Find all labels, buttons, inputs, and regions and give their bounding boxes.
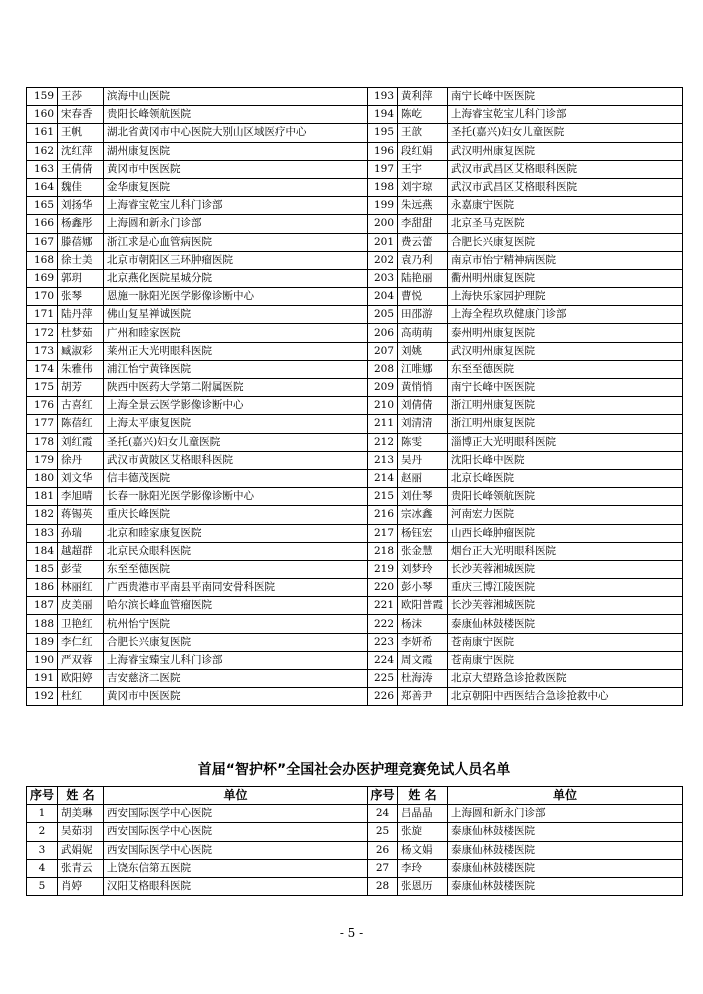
exempt-table-body [27, 805, 683, 896]
row-number: 198 [368, 178, 398, 196]
unit-name: 贵阳长峰领航医院 [104, 106, 368, 124]
unit-name: 苍南康宁医院 [448, 633, 683, 651]
person-name: 费云蕾 [398, 233, 448, 251]
unit-name: 泰康仙林鼓楼医院 [448, 877, 683, 895]
unit-name: 重庆长峰医院 [104, 506, 368, 524]
person-name: 陈蓓红 [58, 415, 104, 433]
unit-name: 陕西中医药大学第二附属医院 [104, 379, 368, 397]
unit-name: 恩施一脉阳光医学影像诊断中心 [104, 288, 368, 306]
unit-name: 莱州正大光明眼科医院 [104, 342, 368, 360]
row-number: 216 [368, 506, 398, 524]
table-row [27, 469, 683, 487]
person-name: 沈红萍 [58, 142, 104, 160]
unit-name: 浙江明州康复医院 [448, 397, 683, 415]
unit-name: 上海全程玖玖健康门诊部 [448, 306, 683, 324]
table-row [27, 269, 683, 287]
unit-name: 黄冈市中医医院 [104, 160, 368, 178]
person-name: 蒋锡英 [58, 506, 104, 524]
row-number: 179 [27, 451, 58, 469]
row-number: 184 [27, 542, 58, 560]
row-number: 28 [368, 877, 398, 895]
person-name: 肖婷 [58, 877, 104, 895]
row-number: 204 [368, 288, 398, 306]
row-number: 24 [368, 805, 398, 823]
unit-name: 泰康仙林鼓楼医院 [448, 823, 683, 841]
person-name: 田邵游 [398, 306, 448, 324]
unit-name: 泰康仙林鼓楼医院 [448, 615, 683, 633]
row-number: 219 [368, 560, 398, 578]
row-number: 220 [368, 579, 398, 597]
unit-name: 黄冈市中医医院 [104, 688, 368, 706]
header-no: 序号 [27, 787, 58, 805]
unit-name: 永嘉康宁医院 [448, 197, 683, 215]
unit-name: 河南宏力医院 [448, 506, 683, 524]
unit-name: 泰康仙林鼓楼医院 [448, 841, 683, 859]
row-number: 3 [27, 841, 58, 859]
table-row [27, 160, 683, 178]
unit-name: 贵阳长峰领航医院 [448, 488, 683, 506]
table-row [27, 124, 683, 142]
person-name: 张金慧 [398, 542, 448, 560]
table-row [27, 488, 683, 506]
person-name: 张琴 [58, 288, 104, 306]
unit-name: 北京燕化医院星城分院 [104, 269, 368, 287]
table-row [27, 841, 683, 859]
table-row [27, 597, 683, 615]
exempt-list-title: 首届“智护杯”全国社会办医护理竞赛免试人员名单 [197, 762, 511, 778]
person-name: 孙瑞 [58, 524, 104, 542]
unit-name: 长沙芙蓉湘城医院 [448, 560, 683, 578]
table-row [27, 88, 683, 106]
unit-name: 上饶东信第五医院 [104, 859, 368, 877]
row-number: 205 [368, 306, 398, 324]
person-name: 武娟妮 [58, 841, 104, 859]
table-row [27, 197, 683, 215]
person-name: 杨沫 [398, 615, 448, 633]
row-number: 183 [27, 524, 58, 542]
unit-name: 沈阳长峰中医院 [448, 451, 683, 469]
table-row [27, 306, 683, 324]
person-name: 朱雅伟 [58, 360, 104, 378]
row-number: 170 [27, 288, 58, 306]
row-number: 225 [368, 670, 398, 688]
row-number: 194 [368, 106, 398, 124]
row-number: 27 [368, 859, 398, 877]
table-row [27, 397, 683, 415]
person-name: 林丽红 [58, 579, 104, 597]
page-number: - 5 - [339, 926, 364, 940]
row-number: 189 [27, 633, 58, 651]
person-name: 杜红 [58, 688, 104, 706]
unit-name: 南宁长峰中医医院 [448, 379, 683, 397]
row-number: 217 [368, 524, 398, 542]
table-row [27, 805, 683, 823]
row-number: 169 [27, 269, 58, 287]
row-number: 180 [27, 469, 58, 487]
unit-name: 上海睿宝乾宝儿科门诊部 [104, 197, 368, 215]
unit-name: 上海睿宝乾宝儿科门诊部 [448, 106, 683, 124]
person-name: 王宇 [398, 160, 448, 178]
row-number: 221 [368, 597, 398, 615]
unit-name: 浙江明州康复医院 [448, 415, 683, 433]
header-name: 姓 名 [398, 787, 448, 805]
unit-name: 长春一脉阳光医学影像诊断中心 [104, 488, 368, 506]
person-name: 刘红霞 [58, 433, 104, 451]
person-name: 江唯娜 [398, 360, 448, 378]
table-row [27, 360, 683, 378]
table-row [27, 142, 683, 160]
row-number: 190 [27, 651, 58, 669]
person-name: 李旭晴 [58, 488, 104, 506]
row-number: 206 [368, 324, 398, 342]
exempt-table-header [27, 787, 683, 805]
table-row [27, 651, 683, 669]
unit-name: 金华康复医院 [104, 178, 368, 196]
person-name: 黄悄悄 [398, 379, 448, 397]
row-number: 212 [368, 433, 398, 451]
table-row [27, 288, 683, 306]
person-name: 段红娟 [398, 142, 448, 160]
row-number: 186 [27, 579, 58, 597]
person-name: 李甜甜 [398, 215, 448, 233]
unit-name: 武汉明州康复医院 [448, 142, 683, 160]
unit-name: 湖州康复医院 [104, 142, 368, 160]
unit-name: 佛山复星禅诚医院 [104, 306, 368, 324]
unit-name: 合肥长兴康复医院 [448, 233, 683, 251]
row-number: 211 [368, 415, 398, 433]
row-number: 196 [368, 142, 398, 160]
unit-name: 武汉明州康复医院 [448, 342, 683, 360]
person-name: 越超群 [58, 542, 104, 560]
unit-name: 上海睿宝臻宝儿科门诊部 [104, 651, 368, 669]
person-name: 皮美丽 [58, 597, 104, 615]
unit-name: 广西贵港市平南县平南同安骨科医院 [104, 579, 368, 597]
header-unit: 单位 [448, 787, 683, 805]
row-number: 197 [368, 160, 398, 178]
table-row [27, 215, 683, 233]
person-name: 吴丹 [398, 451, 448, 469]
unit-name: 烟台正大光明眼科医院 [448, 542, 683, 560]
row-number: 213 [368, 451, 398, 469]
row-number: 200 [368, 215, 398, 233]
person-name: 臧淑彩 [58, 342, 104, 360]
unit-name: 泰康仙林鼓楼医院 [448, 859, 683, 877]
table-row [27, 506, 683, 524]
unit-name: 武汉市武昌区艾格眼科医院 [448, 178, 683, 196]
row-number: 199 [368, 197, 398, 215]
row-number: 208 [368, 360, 398, 378]
row-number: 224 [368, 651, 398, 669]
row-number: 185 [27, 560, 58, 578]
row-number: 160 [27, 106, 58, 124]
person-name: 刘宇琼 [398, 178, 448, 196]
unit-name: 南京市怡宁精神病医院 [448, 251, 683, 269]
row-number: 207 [368, 342, 398, 360]
header-name: 姓 名 [58, 787, 104, 805]
row-number: 177 [27, 415, 58, 433]
person-name: 陆丹萍 [58, 306, 104, 324]
row-number: 167 [27, 233, 58, 251]
person-name: 郭玥 [58, 269, 104, 287]
unit-name: 泰州明州康复医院 [448, 324, 683, 342]
person-name: 陈屹 [398, 106, 448, 124]
row-number: 172 [27, 324, 58, 342]
person-name: 袁乃利 [398, 251, 448, 269]
person-name: 张旋 [398, 823, 448, 841]
row-number: 201 [368, 233, 398, 251]
person-name: 吴茹羽 [58, 823, 104, 841]
table-row [27, 524, 683, 542]
person-name: 杜梦茹 [58, 324, 104, 342]
row-number: 1 [27, 805, 58, 823]
person-name: 严双蓉 [58, 651, 104, 669]
person-name: 胡芳 [58, 379, 104, 397]
row-number: 193 [368, 88, 398, 106]
unit-name: 北京长峰医院 [448, 469, 683, 487]
row-number: 210 [368, 397, 398, 415]
row-number: 202 [368, 251, 398, 269]
person-name: 魏佳 [58, 178, 104, 196]
unit-name: 上海太平康复医院 [104, 415, 368, 433]
table-row [27, 542, 683, 560]
table-row [27, 106, 683, 124]
unit-name: 山西长峰肿瘤医院 [448, 524, 683, 542]
person-name: 徐丹 [58, 451, 104, 469]
person-name: 曹悦 [398, 288, 448, 306]
unit-name: 西安国际医学中心医院 [104, 805, 368, 823]
unit-name: 上海全景云医学影像诊断中心 [104, 397, 368, 415]
header-no: 序号 [368, 787, 398, 805]
row-number: 162 [27, 142, 58, 160]
row-number: 159 [27, 88, 58, 106]
person-name: 彭小琴 [398, 579, 448, 597]
unit-name: 哈尔滨长峰血管瘤医院 [104, 597, 368, 615]
row-number: 168 [27, 251, 58, 269]
person-name: 王帆 [58, 124, 104, 142]
person-name: 陆艳丽 [398, 269, 448, 287]
row-number: 173 [27, 342, 58, 360]
row-number: 223 [368, 633, 398, 651]
unit-name: 圣托(嘉兴)妇女儿童医院 [448, 124, 683, 142]
table-row [27, 178, 683, 196]
table-row [27, 451, 683, 469]
person-name: 王歆 [398, 124, 448, 142]
person-name: 李妍希 [398, 633, 448, 651]
row-number: 191 [27, 670, 58, 688]
unit-name: 上海圆和新永门诊部 [104, 215, 368, 233]
table-row [27, 688, 683, 706]
unit-name: 湖北省黄冈市中心医院大别山区域医疗中心 [104, 124, 368, 142]
header-unit: 单位 [104, 787, 368, 805]
person-name: 黄利萍 [398, 88, 448, 106]
unit-name: 北京圣马克医院 [448, 215, 683, 233]
person-name: 张恩历 [398, 877, 448, 895]
row-number: 192 [27, 688, 58, 706]
unit-name: 南宁长峰中医医院 [448, 88, 683, 106]
person-name: 卫艳红 [58, 615, 104, 633]
exempt-table [26, 786, 683, 896]
unit-name: 西安国际医学中心医院 [104, 823, 368, 841]
row-number: 188 [27, 615, 58, 633]
table-row [27, 560, 683, 578]
person-name: 杨钰宏 [398, 524, 448, 542]
row-number: 165 [27, 197, 58, 215]
person-name: 杨文娟 [398, 841, 448, 859]
unit-name: 东至至德医院 [448, 360, 683, 378]
person-name: 宋春香 [58, 106, 104, 124]
person-name: 王倩倩 [58, 160, 104, 178]
table-row [27, 670, 683, 688]
person-name: 刘文华 [58, 469, 104, 487]
unit-name: 重庆三博江陵医院 [448, 579, 683, 597]
person-name: 徐士美 [58, 251, 104, 269]
unit-name: 合肥长兴康复医院 [104, 633, 368, 651]
unit-name: 浙江求是心血管病医院 [104, 233, 368, 251]
person-name: 张青云 [58, 859, 104, 877]
table-row [27, 233, 683, 251]
unit-name: 信丰德茂医院 [104, 469, 368, 487]
person-name: 赵丽 [398, 469, 448, 487]
row-number: 5 [27, 877, 58, 895]
unit-name: 西安国际医学中心医院 [104, 841, 368, 859]
row-number: 203 [368, 269, 398, 287]
table-row [27, 615, 683, 633]
person-name: 滕蓓娜 [58, 233, 104, 251]
person-name: 刘梦玲 [398, 560, 448, 578]
unit-name: 北京和睦家康复医院 [104, 524, 368, 542]
person-name: 胡美琳 [58, 805, 104, 823]
person-name: 刘仕琴 [398, 488, 448, 506]
table-row [27, 633, 683, 651]
row-number: 164 [27, 178, 58, 196]
row-number: 4 [27, 859, 58, 877]
row-number: 174 [27, 360, 58, 378]
person-name: 杜海涛 [398, 670, 448, 688]
participant-table-body [27, 88, 683, 706]
unit-name: 汉阳艾格眼科医院 [104, 877, 368, 895]
unit-name: 上海快乐家园护理院 [448, 288, 683, 306]
person-name: 宗冰鑫 [398, 506, 448, 524]
unit-name: 北京民众眼科医院 [104, 542, 368, 560]
unit-name: 武汉市武昌区艾格眼科医院 [448, 160, 683, 178]
row-number: 195 [368, 124, 398, 142]
person-name: 刘姚 [398, 342, 448, 360]
row-number: 25 [368, 823, 398, 841]
row-number: 26 [368, 841, 398, 859]
unit-name: 北京大望路急诊抢救医院 [448, 670, 683, 688]
row-number: 175 [27, 379, 58, 397]
person-name: 古喜红 [58, 397, 104, 415]
person-name: 刘扬华 [58, 197, 104, 215]
table-row [27, 342, 683, 360]
person-name: 吕晶晶 [398, 805, 448, 823]
row-number: 218 [368, 542, 398, 560]
row-number: 226 [368, 688, 398, 706]
table-row [27, 379, 683, 397]
table-row [27, 823, 683, 841]
row-number: 163 [27, 160, 58, 178]
unit-name: 衢州明州康复医院 [448, 269, 683, 287]
person-name: 刘清清 [398, 415, 448, 433]
row-number: 209 [368, 379, 398, 397]
row-number: 176 [27, 397, 58, 415]
table-row [27, 324, 683, 342]
row-number: 214 [368, 469, 398, 487]
person-name: 杨鑫彤 [58, 215, 104, 233]
row-number: 181 [27, 488, 58, 506]
table-row [27, 859, 683, 877]
person-name: 王莎 [58, 88, 104, 106]
row-number: 178 [27, 433, 58, 451]
person-name: 周文霞 [398, 651, 448, 669]
unit-name: 武汉市黄陂区艾格眼科医院 [104, 451, 368, 469]
person-name: 高萌萌 [398, 324, 448, 342]
table-row [27, 877, 683, 895]
unit-name: 长沙芙蓉湘城医院 [448, 597, 683, 615]
unit-name: 东至至德医院 [104, 560, 368, 578]
participant-table [26, 87, 683, 706]
person-name: 彭莹 [58, 560, 104, 578]
person-name: 欧阳普霞 [398, 597, 448, 615]
table-row [27, 433, 683, 451]
row-number: 171 [27, 306, 58, 324]
unit-name: 杭州怡宁医院 [104, 615, 368, 633]
row-number: 187 [27, 597, 58, 615]
person-name: 刘倩倩 [398, 397, 448, 415]
unit-name: 上海圆和新永门诊部 [448, 805, 683, 823]
table-row [27, 415, 683, 433]
person-name: 陈雯 [398, 433, 448, 451]
person-name: 欧阳婷 [58, 670, 104, 688]
row-number: 182 [27, 506, 58, 524]
table-row [27, 579, 683, 597]
unit-name: 北京朝阳中西医结合急诊抢救中心 [448, 688, 683, 706]
unit-name: 吉安慈济二医院 [104, 670, 368, 688]
person-name: 李玲 [398, 859, 448, 877]
row-number: 166 [27, 215, 58, 233]
row-number: 215 [368, 488, 398, 506]
table-row [27, 251, 683, 269]
unit-name: 苍南康宁医院 [448, 651, 683, 669]
person-name: 郑善尹 [398, 688, 448, 706]
unit-name: 淄博正大光明眼科医院 [448, 433, 683, 451]
unit-name: 滨海中山医院 [104, 88, 368, 106]
unit-name: 广州和睦家医院 [104, 324, 368, 342]
person-name: 李仁红 [58, 633, 104, 651]
row-number: 222 [368, 615, 398, 633]
unit-name: 北京市朝阳区三环肿瘤医院 [104, 251, 368, 269]
unit-name: 圣托(嘉兴)妇女儿童医院 [104, 433, 368, 451]
row-number: 161 [27, 124, 58, 142]
row-number: 2 [27, 823, 58, 841]
person-name: 朱远燕 [398, 197, 448, 215]
unit-name: 浦江怡宁黄锋医院 [104, 360, 368, 378]
